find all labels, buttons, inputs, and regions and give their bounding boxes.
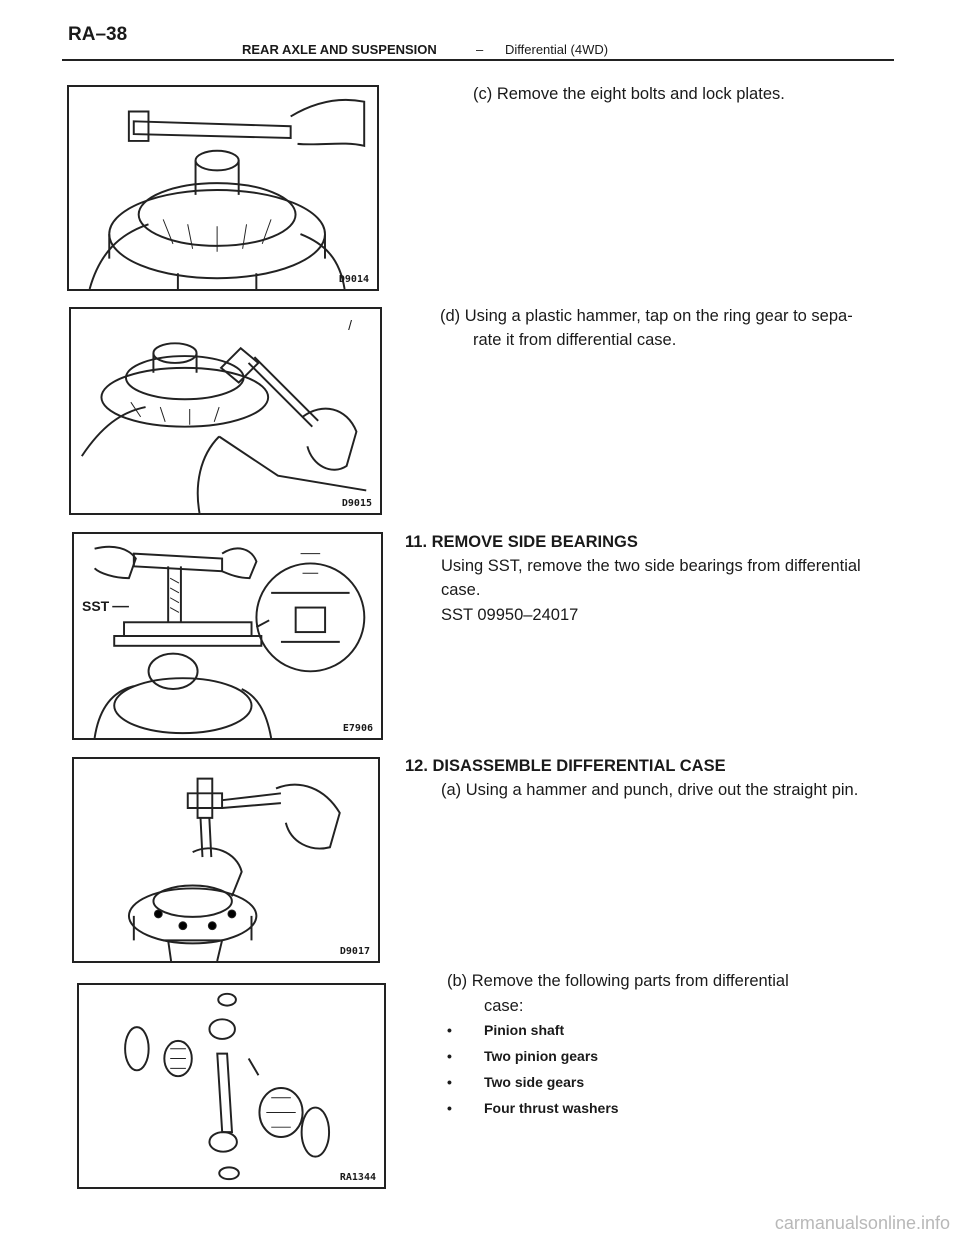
figure-hammer-punch bbox=[72, 757, 380, 963]
list-item-label: Pinion shaft bbox=[484, 1022, 565, 1038]
figure-code: D9014 bbox=[338, 274, 369, 285]
illustration-differential-parts bbox=[79, 985, 384, 1187]
list-item bbox=[447, 1098, 619, 1124]
list-item bbox=[447, 1072, 619, 1098]
figure-mark: / bbox=[348, 317, 352, 333]
page-number: RA–38 bbox=[68, 24, 128, 45]
bullet-icon: • bbox=[447, 1022, 452, 1038]
step-12-b-line2: case: bbox=[484, 997, 524, 1015]
illustration-wrench-on-ring-gear bbox=[69, 87, 377, 289]
figure-code: D9017 bbox=[339, 946, 370, 957]
figure-remove-bolts bbox=[67, 85, 379, 291]
figure-plastic-hammer bbox=[69, 307, 382, 515]
step-12-b-line1: (b) Remove the following parts from differential bbox=[447, 972, 789, 990]
header-separator: – bbox=[476, 42, 484, 57]
watermark: carmanualsonline.info bbox=[774, 1213, 950, 1233]
parts-list bbox=[447, 1020, 619, 1124]
step-d-line2: rate it from differential case. bbox=[473, 331, 677, 349]
subsection-title: Differential (4WD) bbox=[505, 42, 609, 57]
section-title: REAR AXLE AND SUSPENSION bbox=[242, 42, 437, 57]
list-item-label: Four thrust washers bbox=[484, 1100, 619, 1116]
bullet-icon: • bbox=[447, 1048, 452, 1064]
step-11-line1: Using SST, remove the two side bearings from differential bbox=[441, 557, 861, 575]
figure-code: RA1344 bbox=[339, 1172, 376, 1183]
illustration-bearing-puller bbox=[74, 534, 381, 738]
step-d-line1: (d) Using a plastic hammer, tap on the ring gear to sepa- bbox=[440, 307, 853, 325]
figure-sst-puller bbox=[72, 532, 383, 740]
step-12-a: (a) Using a hammer and punch, drive out the straight pin. bbox=[441, 781, 859, 799]
step-11-heading: 11. REMOVE SIDE BEARINGS bbox=[405, 533, 638, 551]
list-item bbox=[447, 1020, 619, 1046]
list-item bbox=[447, 1046, 619, 1072]
list-item-label: Two pinion gears bbox=[484, 1048, 599, 1064]
figure-code: D9015 bbox=[341, 498, 372, 509]
bullet-icon: • bbox=[447, 1100, 452, 1116]
list-item-label: Two side gears bbox=[484, 1074, 585, 1090]
figure-code: E7906 bbox=[342, 723, 373, 734]
illustration-hammer-on-ring-gear bbox=[71, 309, 380, 513]
step-11-line2: case. bbox=[441, 581, 481, 599]
figure-exploded-parts bbox=[77, 983, 386, 1189]
step-11-sst: SST 09950–24017 bbox=[441, 606, 579, 624]
sst-label: SST bbox=[82, 598, 110, 614]
step-12-heading: 12. DISASSEMBLE DIFFERENTIAL CASE bbox=[405, 757, 726, 775]
bullet-icon: • bbox=[447, 1074, 452, 1090]
step-c-text: (c) Remove the eight bolts and lock plates. bbox=[473, 85, 785, 103]
header-rule bbox=[62, 59, 894, 61]
illustration-punch-straight-pin bbox=[74, 759, 378, 961]
